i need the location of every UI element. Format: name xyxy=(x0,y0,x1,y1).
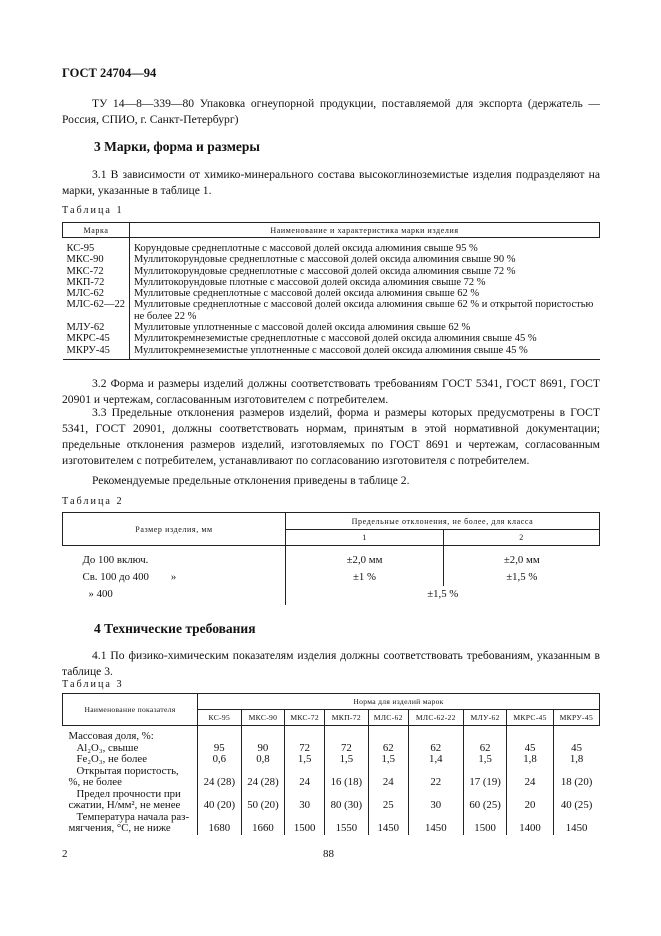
value-cell: 1680 xyxy=(198,812,242,835)
value-cell: 1,8 xyxy=(507,754,553,766)
value-cell: 0,6 xyxy=(198,754,242,766)
table-2-deviations xyxy=(62,512,600,605)
value-cell: 1,5 xyxy=(368,754,408,766)
paragraph-recommend: Рекомендуемые предельные отклонения приведены в таблице 2. xyxy=(92,474,410,487)
value-cell: 40 (20) xyxy=(198,789,242,812)
value-cell: 24 xyxy=(507,766,553,789)
value-cell: 60 (25) xyxy=(463,789,507,812)
table-2-head-class-2: 2 xyxy=(444,530,600,546)
table-row xyxy=(63,238,600,255)
value-cell: 24 (28) xyxy=(241,766,285,789)
value-cell: 45 xyxy=(571,741,582,754)
value-cell: 24 xyxy=(285,766,325,789)
class-1-cell: ±2,0 мм xyxy=(286,546,444,570)
property-label: Al₂O₃, свыше xyxy=(63,743,198,755)
mark-cell: МЛУ-62 xyxy=(63,322,130,333)
property-label: Массовая доля, %: xyxy=(63,726,198,743)
value-cell: 1,5 xyxy=(325,754,369,766)
mark-head: МКС-72 xyxy=(285,710,325,726)
desc-cell: Корундовые среднеплотные с массовой долей оксида алюминия свыше 95 % xyxy=(134,243,478,254)
value-cell: 25 xyxy=(368,789,408,812)
paragraph-3-2: 3.2 Форма и размеры изделий должны соответствовать требованиям ГОСТ 5341, ГОСТ 8691, ГОСТ 20901 и чертежам, согласованным изготовителем с потребителем. xyxy=(62,377,600,406)
value-cell: 50 (20) xyxy=(241,789,285,812)
table-2-head-dev: Предельные отклонения, не более, для класса xyxy=(286,513,600,530)
value-cell: 1500 xyxy=(285,812,325,835)
class-2-cell: ±2,0 мм xyxy=(503,554,540,566)
desc-cell: Муллитокорундовые среднеплотные с массовой долей оксида алюминия свыше 90 % xyxy=(134,254,516,266)
table-row xyxy=(63,333,600,344)
paragraph-3-3: 3.3 Предельные отклонения размеров изделий, форма и размеры которых предусмотрены в ГОСТ 5341, ГОСТ 20901, должны соответствовать нормам, принятым в этой нормативной документации; предельные отклонения размеров изделий, изготовляемых по ГОСТ 8691 и чертежам, согласованным изготовителем с потребителем, устанавливают по согласованию изготовителя с потребителем. xyxy=(62,406,600,467)
mark-cell: МЛС-62—22 xyxy=(63,299,130,322)
table-1-marks xyxy=(62,222,600,360)
value-cell: 20 xyxy=(507,789,553,812)
mark-head: КС-95 xyxy=(198,710,242,726)
value-cell: 40 (25) xyxy=(560,799,593,811)
table-3-head-norm: Норма для изделий марок xyxy=(198,694,600,710)
mark-head: МЛС-62 xyxy=(368,710,408,726)
mark-head: МКС-90 xyxy=(241,710,285,726)
value-cell: 18 (20) xyxy=(560,776,593,788)
table-row xyxy=(63,254,600,265)
value-cell: 1,5 xyxy=(463,754,507,766)
table-1-caption: Таблица 1 xyxy=(62,205,124,216)
table-row xyxy=(63,266,600,277)
value-cell: 90 xyxy=(241,743,285,755)
desc-cell: Муллитовые уплотненные с массовой долей оксида алюминия свыше 62 % xyxy=(134,322,471,334)
property-label xyxy=(63,812,198,835)
mark-cell: МКРУ-45 xyxy=(63,345,130,360)
mark-head: МКРУ-45 xyxy=(553,710,599,726)
page-number-center: 88 xyxy=(323,848,334,860)
value-cell: 45 xyxy=(507,743,553,755)
desc-cell: Муллитокорундовые среднеплотные с массовой долей оксида алюминия свыше 72 % xyxy=(134,265,516,277)
mark-head: МКРС-45 xyxy=(507,710,553,726)
value-cell: 1,8 xyxy=(569,753,584,765)
value-cell: 1500 xyxy=(463,812,507,835)
table-3-caption: Таблица 3 xyxy=(62,679,124,690)
value-cell: 62 xyxy=(368,743,408,755)
value-cell: 22 xyxy=(408,766,463,789)
desc-cell: Муллитовые среднеплотные с массовой долей оксида алюминия свыше 62 % и открытой пористостью не более 22 % xyxy=(134,299,594,322)
table-1-head-mark: Марка xyxy=(63,223,130,238)
table-3-head-name: Наименование показателя xyxy=(63,694,198,726)
value-cell: 1450 xyxy=(368,812,408,835)
property-label: Fe₂O₃, не более xyxy=(63,754,198,766)
table-row xyxy=(63,288,600,299)
value-cell: 95 xyxy=(198,743,242,755)
value-cell: 1,4 xyxy=(408,754,463,766)
section-3-title: 3 Марки, форма и размеры xyxy=(94,139,260,154)
label-line: мягчения, °С, не ниже xyxy=(68,822,171,834)
value-cell: 62 xyxy=(408,743,463,755)
merged-class-cell: ±1,5 % xyxy=(427,588,459,600)
ditto-mark: » xyxy=(170,571,177,583)
paragraph-4-1: 4.1 По физико-химическим показателям изделия должны соответствовать требованиям, указанным в таблице 3. xyxy=(62,649,600,678)
table-2-caption: Таблица 2 xyxy=(62,496,124,507)
value-cell: 72 xyxy=(285,743,325,755)
table-row xyxy=(63,277,600,288)
property-label xyxy=(63,789,198,812)
value-cell: 1450 xyxy=(565,822,588,834)
value-cell: 62 xyxy=(463,743,507,755)
label-line: сжатии, Н/мм², не менее xyxy=(68,799,181,811)
table-row xyxy=(63,812,600,835)
table-row xyxy=(63,726,600,743)
table-row xyxy=(63,299,600,322)
mark-cell: КС-95 xyxy=(63,238,130,255)
table-row xyxy=(63,789,600,812)
value-cell: 1,5 xyxy=(285,754,325,766)
desc-cell: Муллитокремнеземистые уплотненные с массовой долей оксида алюминия свыше 45 % xyxy=(134,344,528,356)
mark-head: МКП-72 xyxy=(325,710,369,726)
value-cell: 1550 xyxy=(325,812,369,835)
label-line: Открытая пористость, xyxy=(76,764,179,777)
class-1-cell: ±1 % xyxy=(286,569,444,586)
table-row xyxy=(63,586,600,605)
value-cell: 80 (30) xyxy=(325,789,369,812)
value-cell: 1450 xyxy=(408,812,463,835)
property-label xyxy=(63,766,198,789)
desc-cell: Муллитовые среднеплотные с массовой долей оксида алюминия свыше 62 % xyxy=(134,288,480,300)
section-4-title: 4 Технические требования xyxy=(94,621,256,636)
mark-head: МЛУ-62 xyxy=(463,710,507,726)
mark-head: МЛС-62-22 xyxy=(408,710,463,726)
size-cell: » 400 xyxy=(63,586,286,605)
document-header: ГОСТ 24704—94 xyxy=(62,66,157,80)
value-cell: 0,8 xyxy=(241,754,285,766)
value-cell: 30 xyxy=(285,789,325,812)
table-row xyxy=(63,569,600,586)
value-cell: 30 xyxy=(408,789,463,812)
value-cell: 17 (19) xyxy=(463,766,507,789)
table-row xyxy=(63,754,600,766)
value-cell: 1660 xyxy=(241,812,285,835)
table-row xyxy=(63,322,600,333)
mark-cell: МКС-90 xyxy=(63,254,130,265)
size-cell: До 100 включ. xyxy=(63,546,286,570)
reference-paragraph: ТУ 14—8—339—80 Упаковка огнеупорной продукции, поставляемой для экспорта (держатель — Россия, СПИО, г. Санкт-Петербург) xyxy=(62,97,600,126)
label-line: Предел прочности при xyxy=(76,787,181,800)
table-2-head-class-1: 1 xyxy=(286,530,444,546)
table-row xyxy=(63,766,600,789)
table-2-head-size: Размер изделия, мм xyxy=(63,513,286,546)
mark-cell: МКРС-45 xyxy=(63,333,130,344)
paragraph-3-1: 3.1 В зависимости от химико-минерального состава высокоглиноземистые изделия подразделяют на марки, указанные в таблице 1. xyxy=(62,168,600,197)
table-3-properties xyxy=(62,693,600,835)
value-cell: 16 (18) xyxy=(325,766,369,789)
size-cell xyxy=(63,569,286,586)
value-cell: 24 xyxy=(368,766,408,789)
mark-cell: МКП-72 xyxy=(63,277,130,288)
label-line: Температура начала раз- xyxy=(76,810,190,823)
class-2-cell: ±1,5 % xyxy=(506,571,538,583)
value-cell: 24 (28) xyxy=(198,766,242,789)
value-cell: 1400 xyxy=(507,812,553,835)
mark-cell: МЛС-62 xyxy=(63,288,130,299)
desc-cell: Муллитокорундовые плотные с массовой долей оксида алюминия свыше 72 % xyxy=(134,276,486,288)
desc-cell: Муллитокремнеземистые среднеплотные с массовой долей оксида алюминия свыше 45 % xyxy=(134,333,537,345)
label-line: %, не более xyxy=(68,776,122,788)
value-cell: 72 xyxy=(325,743,369,755)
table-row xyxy=(63,546,600,570)
table-row xyxy=(63,345,600,360)
mark-cell: МКС-72 xyxy=(63,266,130,277)
size-text: Св. 100 до 400 xyxy=(82,571,149,583)
page-number-left: 2 xyxy=(62,848,68,860)
table-1-head-desc: Наименование и характеристика марки изделия xyxy=(130,223,600,238)
